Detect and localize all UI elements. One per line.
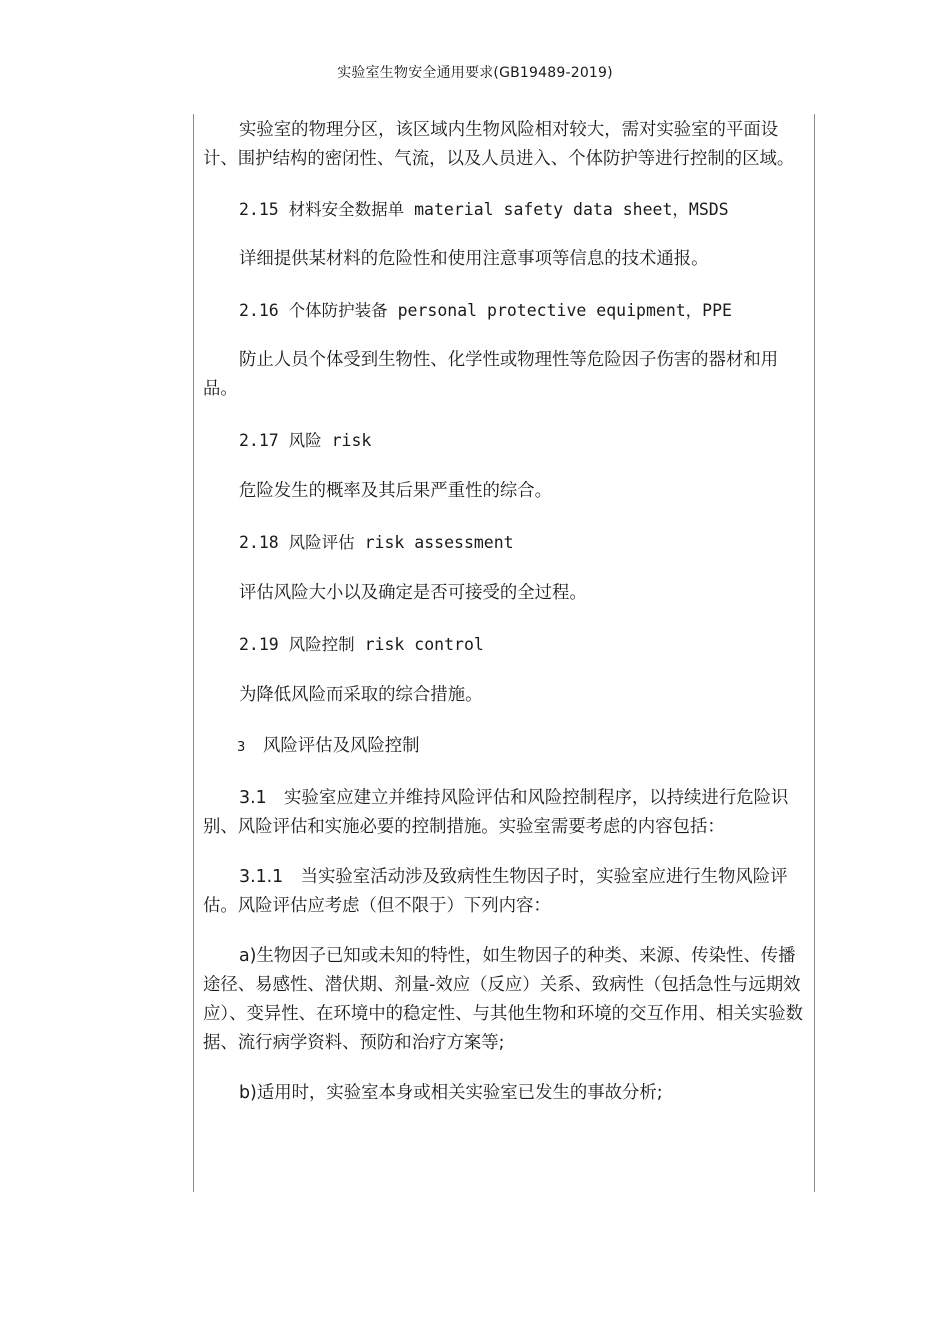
page-header-title: 实验室生物安全通用要求(GB19489-2019) bbox=[337, 65, 613, 81]
document-body bbox=[203, 116, 808, 1108]
list-item-b: b)适用时，实验室本身或相关实验室已发生的事故分析; bbox=[239, 1083, 663, 1103]
definition-2-15: 详细提供某材料的危险性和使用注意事项等信息的技术通报。 bbox=[239, 249, 709, 269]
paragraph-3-1-1: 3.1.1 当实验室活动涉及致病性生物因子时，实验室应进行生物风险评估。风险评估应考虑（但不限于）下列内容： bbox=[203, 867, 788, 916]
section-3-number: 3 bbox=[237, 740, 246, 755]
definition-2-17: 危险发生的概率及其后果严重性的综合。 bbox=[239, 481, 553, 501]
frame-left-border bbox=[193, 114, 194, 1192]
section-3-title: 风险评估及风险控制 bbox=[263, 736, 420, 756]
frame-right-border bbox=[814, 114, 815, 1192]
definition-2-18: 评估风险大小以及确定是否可接受的全过程。 bbox=[239, 583, 587, 603]
term-2-15: 2.15 材料安全数据单 material safety data sheet，MSDS bbox=[239, 200, 729, 219]
term-2-19: 2.19 风险控制 risk control bbox=[239, 635, 484, 654]
list-item-a: a)生物因子已知或未知的特性，如生物因子的种类、来源、传染性、传播途径、易感性、潜伏期、剂量-效应（反应）关系、致病性（包括急性与远期效应）、变异性、在环境中的稳定性、与其他生物和环境的交互作用、相关实验数据、流行病学资料、预防和治疗方案等; bbox=[203, 946, 803, 1053]
term-2-17: 2.17 风险 risk bbox=[239, 431, 372, 450]
term-2-16: 2.16 个体防护装备 personal protective equipment，PPE bbox=[239, 301, 732, 320]
term-2-18: 2.18 风险评估 risk assessment bbox=[239, 533, 514, 552]
paragraph-3-1: 3.1 实验室应建立并维持风险评估和风险控制程序，以持续进行危险识别、风险评估和实施必要的控制措施。实验室需要考虑的内容包括： bbox=[203, 788, 789, 837]
definition-2-16: 防止人员个体受到生物性、化学性或物理性等危险因子伤害的器材和用品。 bbox=[203, 350, 779, 399]
section-3-heading bbox=[203, 732, 808, 762]
paragraph-zone-definition: 实验室的物理分区，该区域内生物风险相对较大，需对实验室的平面设计、围护结构的密闭性、气流，以及人员进入、个体防护等进行控制的区域。 bbox=[203, 120, 795, 169]
definition-2-19: 为降低风险而采取的综合措施。 bbox=[239, 685, 483, 705]
